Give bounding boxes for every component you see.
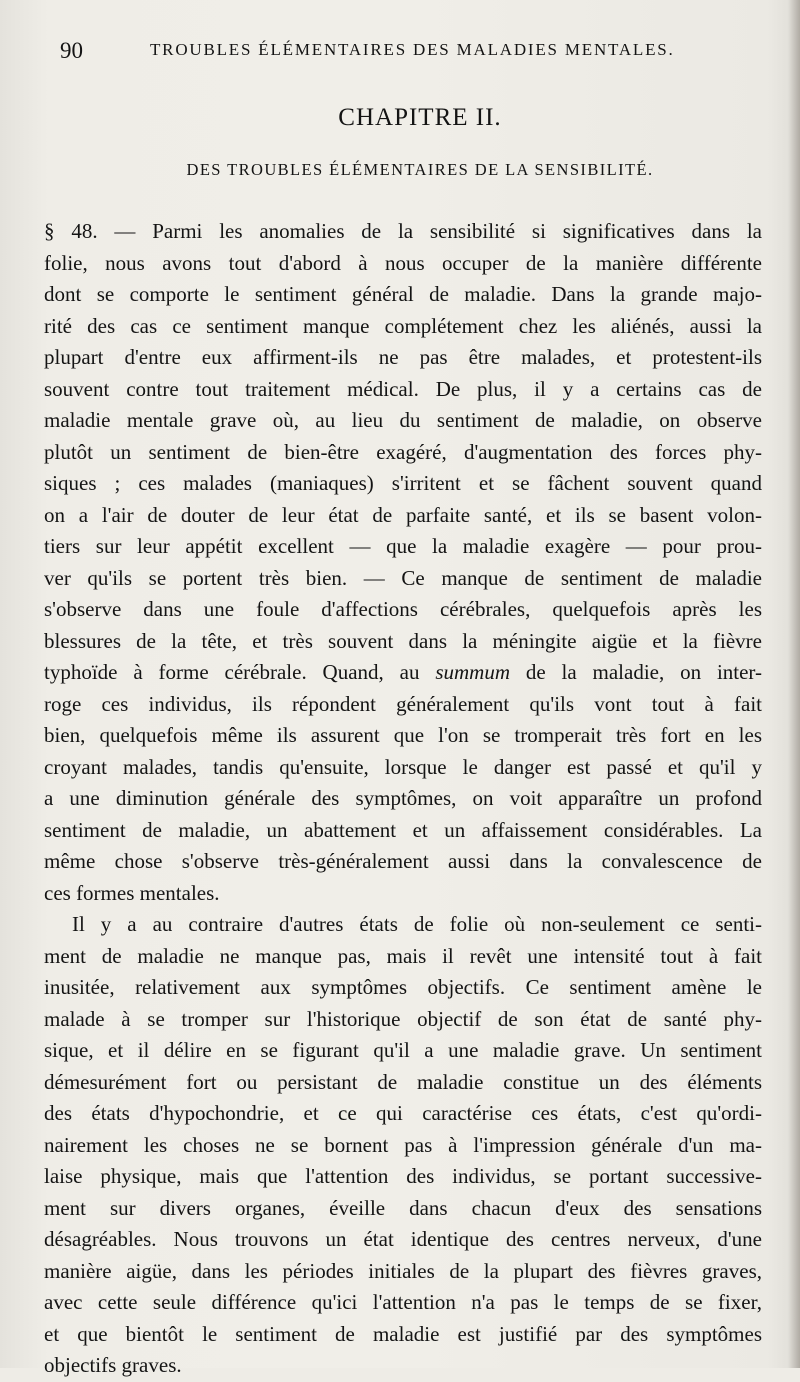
text-line: siques ; ces malades (maniaques) s'irritent et se fâchent souvent quand <box>44 471 762 495</box>
text-line: manière aigüe, dans les périodes initiales de la plupart des fièvres graves, <box>44 1258 762 1283</box>
text-line: a une diminution générale des symptômes, on voit apparaître un profond <box>44 786 762 810</box>
text-line: s'observe dans une foule d'affections cérébrales, quelquefois après les <box>44 597 762 621</box>
page-edge-shadow <box>788 0 800 1368</box>
text-line: sique, et il délire en se figurant qu'il a une maladie grave. Un sentiment <box>44 1038 762 1062</box>
text-line: objectifs graves. <box>44 1353 182 1377</box>
text-line: on a l'air de douter de leur état de parfaite santé, et ils se basent volon- <box>44 502 762 527</box>
text-line: § 48. — Parmi les anomalies de la sensibilité si significatives dans la <box>44 219 762 243</box>
text-line: blessures de la tête, et très souvent dans la méningite aigüe et la fièvre <box>44 628 762 653</box>
text-line: plupart d'entre eux affirment-ils ne pas être malades, et protestent-ils <box>44 345 762 369</box>
text-line: croyant malades, tandis qu'ensuite, lorsque le danger est passé et qu'il y <box>44 754 762 779</box>
text-line: démesurément fort ou persistant de maladie constitue un des éléments <box>44 1069 762 1094</box>
text-line: tiers sur leur appétit excellent — que la maladie exagère — pour prou- <box>44 534 762 558</box>
text-line: malade à se tromper sur l'historique objectif de son état de santé phy- <box>44 1006 762 1031</box>
text-line: ment sur divers organes, éveille dans chacun d'eux des sensations <box>44 1195 762 1220</box>
text-line: Il y a au contraire d'autres états de folie où non-seulement ce senti- <box>72 912 762 936</box>
text-line: inusitée, relativement aux symptômes objectifs. Ce sentiment amène le <box>44 975 762 999</box>
text-line: nairement les choses ne se bornent pas à l'impression générale d'un ma- <box>44 1132 762 1157</box>
text-line: plutôt un sentiment de bien-être exagéré, d'augmentation des forces phy- <box>44 439 762 464</box>
text-line: laise physique, mais que l'attention des individus, se portant successive- <box>44 1164 762 1188</box>
text-line: folie, nous avons tout d'abord à nous occuper de la manière différente <box>44 250 762 275</box>
text-line: désagréables. Nous trouvons un état identique des centres nerveux, d'une <box>44 1227 762 1251</box>
page-number: 90 <box>60 38 83 63</box>
text-line: dont se comporte le sentiment général de maladie. Dans la grande majo- <box>44 282 762 306</box>
text-line: rité des cas ce sentiment manque complétement chez les aliénés, aussi la <box>44 313 762 338</box>
text-line: et que bientôt le sentiment de maladie est justifié par des symptômes <box>44 1321 762 1346</box>
running-title: TROUBLES ÉLÉMENTAIRES DES MALADIES MENTALES. <box>150 40 675 59</box>
text-line: souvent contre tout traitement médical. De plus, il y a certains cas de <box>44 376 762 401</box>
text-line: typhoïde à forme cérébrale. Quand, au summum de la maladie, on inter- <box>44 660 762 684</box>
text-line: bien, quelquefois même ils assurent que l'on se tromperait très fort en les <box>44 723 762 747</box>
text-line: ment de maladie ne manque pas, mais il revêt une intensité tout à fait <box>44 943 762 968</box>
text-line: même chose s'observe très-généralement aussi dans la convalescence de <box>44 849 762 873</box>
section-title: DES TROUBLES ÉLÉMENTAIRES DE LA SENSIBILITÉ. <box>186 160 654 179</box>
text-line: roge ces individus, ils répondent généralement qu'ils vont tout à fait <box>44 691 762 716</box>
text-line: des états d'hypochondrie, et ce qui caractérise ces états, c'est qu'ordi- <box>44 1101 762 1125</box>
running-head <box>60 38 710 68</box>
text-line: maladie mentale grave où, au lieu du sentiment de maladie, on observe <box>44 408 762 432</box>
text-line: ver qu'ils se portent très bien. — Ce manque de sentiment de maladie <box>44 565 762 590</box>
body-text <box>44 216 762 1382</box>
text-line: avec cette seule différence qu'ici l'attention n'a pas le temps de se fixer, <box>44 1290 762 1314</box>
chapter-title: CHAPITRE II. <box>338 104 502 131</box>
text-line: sentiment de maladie, un abattement et un affaissement considérables. La <box>44 817 762 842</box>
text-line: ces formes mentales. <box>44 880 220 905</box>
